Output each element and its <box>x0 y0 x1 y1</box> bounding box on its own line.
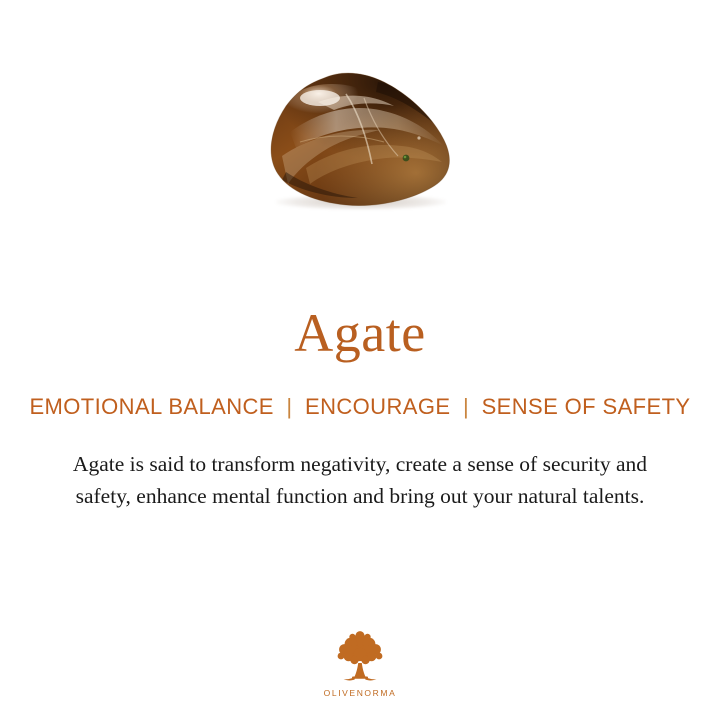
keyword-2: ENCOURAGE <box>305 394 451 419</box>
keyword-1: EMOTIONAL BALANCE <box>29 394 274 419</box>
tree-of-life-icon <box>330 627 390 685</box>
stone-image-wrapper <box>260 72 460 222</box>
agate-stone-image <box>260 72 460 212</box>
page-title: Agate <box>294 303 426 363</box>
brand-name: OLIVENORMA <box>323 688 397 698</box>
keyword-separator-1: | <box>286 394 293 419</box>
keyword-3: SENSE OF SAFETY <box>481 394 691 419</box>
stone-image-area <box>0 0 720 270</box>
keyword-separator-2: | <box>462 394 470 419</box>
description-text: Agate is said to transform negativity, create a sense of security and safety, enhance mental function and bring out your natural talents. <box>72 452 648 509</box>
keywords-line <box>29 394 690 420</box>
brand-logo-area <box>0 627 720 698</box>
